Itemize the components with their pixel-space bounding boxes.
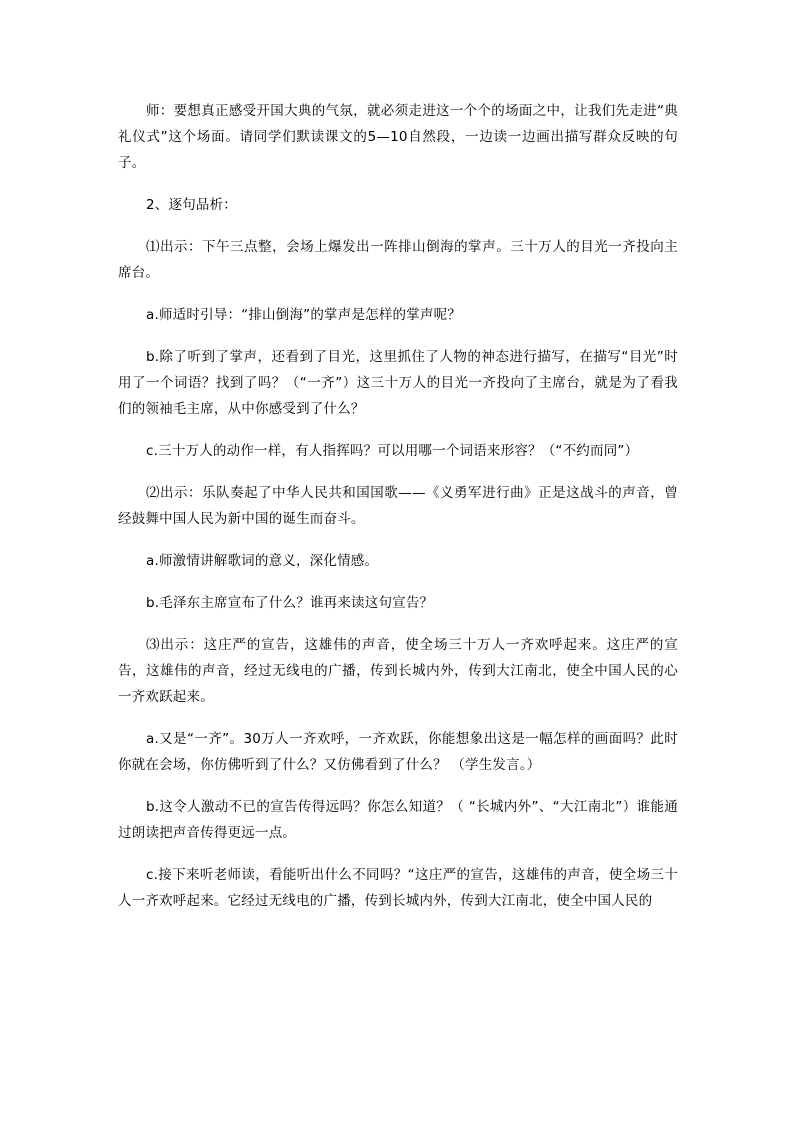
paragraph-3b: b.这令人激动不已的宣告传得远吗？你怎么知道？（ “长城内外”、“大江南北”）谁能通过朗读把声音传得更远一点。 xyxy=(118,799,678,841)
section-heading-sentence-analysis: 2、逐句品析： xyxy=(146,197,237,213)
paragraph-1a: a.师适时引导：“排山倒海”的掌声是怎样的掌声呢？ xyxy=(146,307,462,323)
paragraph-excerpt-1: ⑴出示：下午三点整，会场上爆发出一阵排山倒海的掌声。三十万人的目光一齐投向主席台。 xyxy=(118,239,678,281)
paragraph-excerpt-2: ⑵出示：乐队奏起了中华人民共和国国歌——《义勇军进行曲》正是这战斗的声音，曾经鼓舞中国人民为新中国的诞生而奋斗。 xyxy=(118,485,678,527)
paragraph-3c: c.接下来听老师读，看能听出什么不同吗？“这庄严的宣告，这雄伟的声音，使全场三十人一齐欢呼起来。它经过无线电的广播，传到长城内外，传到大江南北，使全中国人民的 xyxy=(118,867,678,909)
paragraph-excerpt-3: ⑶出示：这庄严的宣告，这雄伟的声音，使全场三十万人一齐欢呼起来。这庄严的宣告，这雄伟的声音，经过无线电的广播，传到长城内外，传到大江南北，使全中国人民的心一齐欢跃起来。 xyxy=(118,637,678,705)
paragraph-3a: a.又是“一齐”。30万人一齐欢呼，一齐欢跃，你能想象出这是一幅怎样的画面吗？此时你就在会场，你仿佛听到了什么？又仿佛看到了什么？ （学生发言。） xyxy=(118,731,678,773)
paragraph-1b: b.除了听到了掌声，还看到了目光，这里抓住了人物的神态进行描写，在描写“目光”时用了一个词语？找到了吗？（“一齐”）这三十万人的目光一齐投向了主席台，就是为了看我们的领袖毛主席，从中你感受到了什么？ xyxy=(118,349,678,417)
paragraph-2b: b.毛泽东主席宣布了什么？谁再来读这句宣告？ xyxy=(146,595,434,611)
paragraph-teacher-intro: 师：要想真正感受开国大典的气氛，就必须走进这一个个的场面之中，让我们先走进“典礼仪式”这个场面。请同学们默读课文的5—10自然段，一边读一边画出描写群众反映的句子。 xyxy=(118,103,678,171)
document-page xyxy=(118,98,678,914)
paragraph-1c: c.三十万人的动作一样，有人指挥吗？可以用哪一个词语来形容？（“不约而同”） xyxy=(146,443,639,459)
paragraph-2a: a.师激情讲解歌词的意义，深化情感。 xyxy=(146,553,379,569)
